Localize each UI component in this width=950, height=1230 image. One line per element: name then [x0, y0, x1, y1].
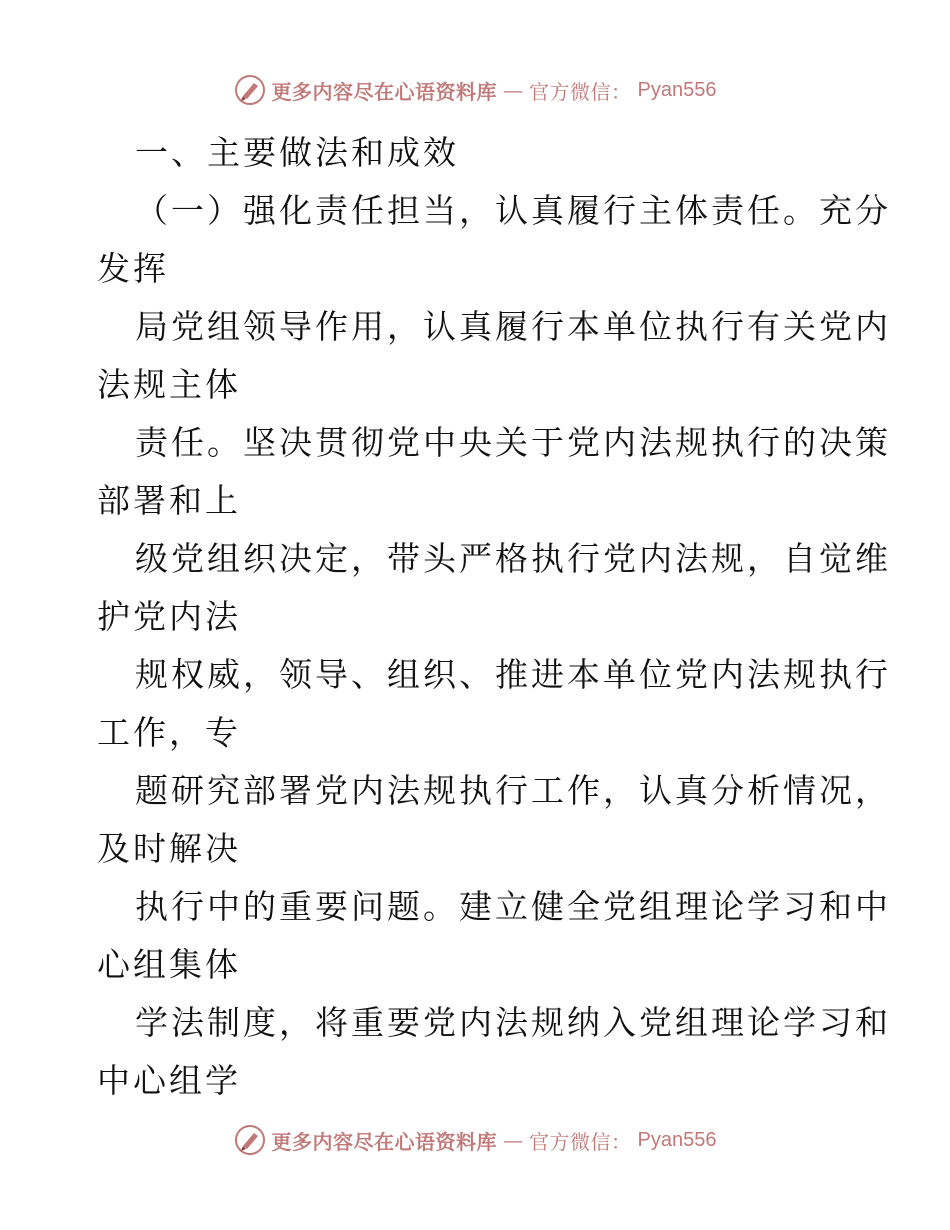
- header-watermark-inner: [234, 74, 717, 106]
- paragraph-line: 工作，专: [97, 713, 241, 752]
- footer-dash: —: [503, 1128, 524, 1152]
- paragraph-line: 学法制度，将重要党内法规纳入党组理论学习和: [135, 1003, 891, 1042]
- footer-watermark: [0, 1120, 950, 1160]
- paragraph-line: 局党组领导作用，认真履行本单位执行有关党内: [135, 307, 891, 346]
- paragraph-line: 级党组织决定，带头严格执行党内法规，自觉维: [135, 539, 891, 578]
- footer-wechat-id: Pyan556: [637, 1128, 717, 1151]
- paragraph-line: 题研究部署党内法规执行工作，认真分析情况，: [135, 771, 891, 810]
- paragraph-line: （一）强化责任担当，认真履行主体责任。充分: [135, 191, 891, 230]
- header-dash: —: [503, 78, 524, 102]
- paragraph-line: 法规主体: [97, 365, 241, 404]
- paragraph-line: 中心组学: [97, 1061, 241, 1100]
- footer-site-text: 更多内容尽在心语资料库: [271, 1129, 498, 1154]
- paragraph-line: 执行中的重要问题。建立健全党组理论学习和中: [135, 887, 891, 926]
- header-wechat-id: Pyan556: [637, 78, 717, 101]
- paragraph-line: 护党内法: [97, 597, 241, 636]
- section-heading: 一、主要做法和成效: [135, 133, 459, 172]
- paragraph-line: 及时解决: [97, 829, 241, 868]
- paragraph-line: 心组集体: [97, 945, 241, 984]
- pen-logo-icon: [234, 1124, 266, 1156]
- paragraph-line: 部署和上: [97, 481, 241, 520]
- document-body: [97, 124, 891, 1110]
- header-watermark: [0, 70, 950, 110]
- footer-watermark-inner: [234, 1124, 717, 1156]
- footer-official-text: 官方微信：: [529, 1129, 632, 1154]
- paragraph-line: 发挥: [97, 249, 169, 288]
- header-site-text: 更多内容尽在心语资料库: [271, 79, 498, 104]
- paragraph-line: 规权威，领导、组织、推进本单位党内法规执行: [135, 655, 891, 694]
- header-official-text: 官方微信：: [529, 79, 632, 104]
- paragraph-line: 责任。坚决贯彻党中央关于党内法规执行的决策: [135, 423, 891, 462]
- pen-logo-icon: [234, 74, 266, 106]
